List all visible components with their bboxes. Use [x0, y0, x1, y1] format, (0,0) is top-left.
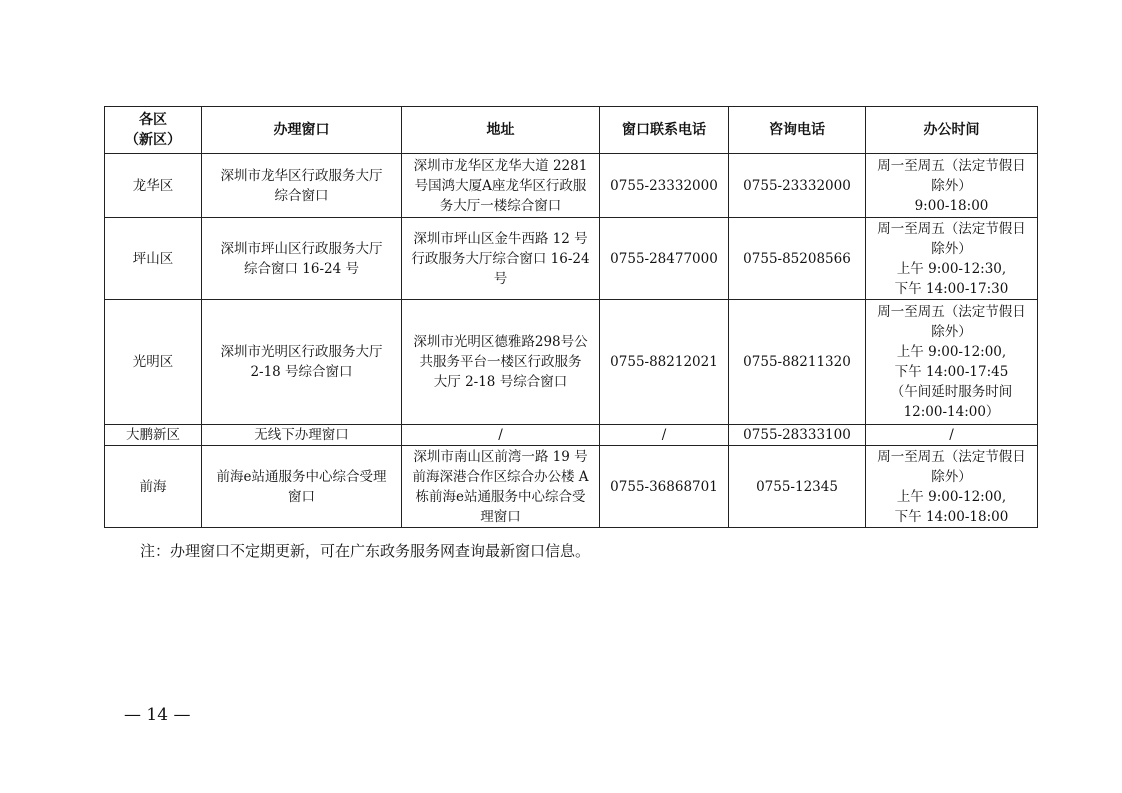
window-cell: 深圳市龙华区行政服务大厅 综合窗口 [202, 154, 402, 218]
page-number: — 14 — [124, 705, 191, 725]
district-cell: 光明区 [105, 300, 202, 425]
address-cell: 深圳市光明区德雅路298号公 共服务平台一楼区行政服务 大厅 2-18 号综合窗口 [402, 300, 600, 425]
header-address: 地址 [402, 107, 600, 154]
header-window: 办理窗口 [202, 107, 402, 154]
window-cell: 无线下办理窗口 [202, 425, 402, 446]
window-cell: 深圳市坪山区行政服务大厅 综合窗口 16-24 号 [202, 218, 402, 300]
hours-cell: 周一至周五（法定节假日 除外） 上午 9:00-12:30, 下午 14:00-17:30 [866, 218, 1038, 300]
window-cell: 深圳市光明区行政服务大厅 2-18 号综合窗口 [202, 300, 402, 425]
district-cell: 大鹏新区 [105, 425, 202, 446]
footnote: 注：办理窗口不定期更新，可在广东政务服务网查询最新窗口信息。 [140, 542, 591, 560]
window-phone-cell: / [600, 425, 729, 446]
consult-phone-cell: 0755-85208566 [729, 218, 866, 300]
window-cell: 前海e站通服务中心综合受理 窗口 [202, 446, 402, 528]
consult-phone-cell: 0755-88211320 [729, 300, 866, 425]
window-phone-cell: 0755-36868701 [600, 446, 729, 528]
header-consult-phone: 咨询电话 [729, 107, 866, 154]
table-row [105, 300, 1038, 425]
consult-phone-cell: 0755-23332000 [729, 154, 866, 218]
hours-cell: 周一至周五（法定节假日 除外） 9:00-18:00 [866, 154, 1038, 218]
window-phone-cell: 0755-23332000 [600, 154, 729, 218]
window-phone-cell: 0755-28477000 [600, 218, 729, 300]
hours-cell: 周一至周五（法定节假日 除外） 上午 9:00-12:00, 下午 14:00-18:00 [866, 446, 1038, 528]
table-header-row [105, 107, 1038, 154]
header-window-phone: 窗口联系电话 [600, 107, 729, 154]
header-district: 各区 （新区） [105, 107, 202, 154]
window-phone-cell: 0755-88212021 [600, 300, 729, 425]
district-cell: 龙华区 [105, 154, 202, 218]
address-cell: 深圳市南山区前湾一路 19 号 前海深港合作区综合办公楼 A 栋前海e站通服务中心综合受 理窗口 [402, 446, 600, 528]
consult-phone-cell: 0755-28333100 [729, 425, 866, 446]
service-window-table [104, 106, 1038, 528]
table-row [105, 425, 1038, 446]
district-cell: 前海 [105, 446, 202, 528]
hours-cell: / [866, 425, 1038, 446]
address-cell: 深圳市坪山区金牛西路 12 号 行政服务大厅综合窗口 16-24 号 [402, 218, 600, 300]
address-cell: 深圳市龙华区龙华大道 2281 号国鸿大厦A座龙华区行政服 务大厅一楼综合窗口 [402, 154, 600, 218]
table-row [105, 154, 1038, 218]
district-cell: 坪山区 [105, 218, 202, 300]
consult-phone-cell: 0755-12345 [729, 446, 866, 528]
header-hours: 办公时间 [866, 107, 1038, 154]
address-cell: / [402, 425, 600, 446]
table-row [105, 446, 1038, 528]
hours-cell: 周一至周五（法定节假日 除外） 上午 9:00-12:00, 下午 14:00-17:45 （午间延时服务时间 12:00-14:00） [866, 300, 1038, 425]
table-row [105, 218, 1038, 300]
